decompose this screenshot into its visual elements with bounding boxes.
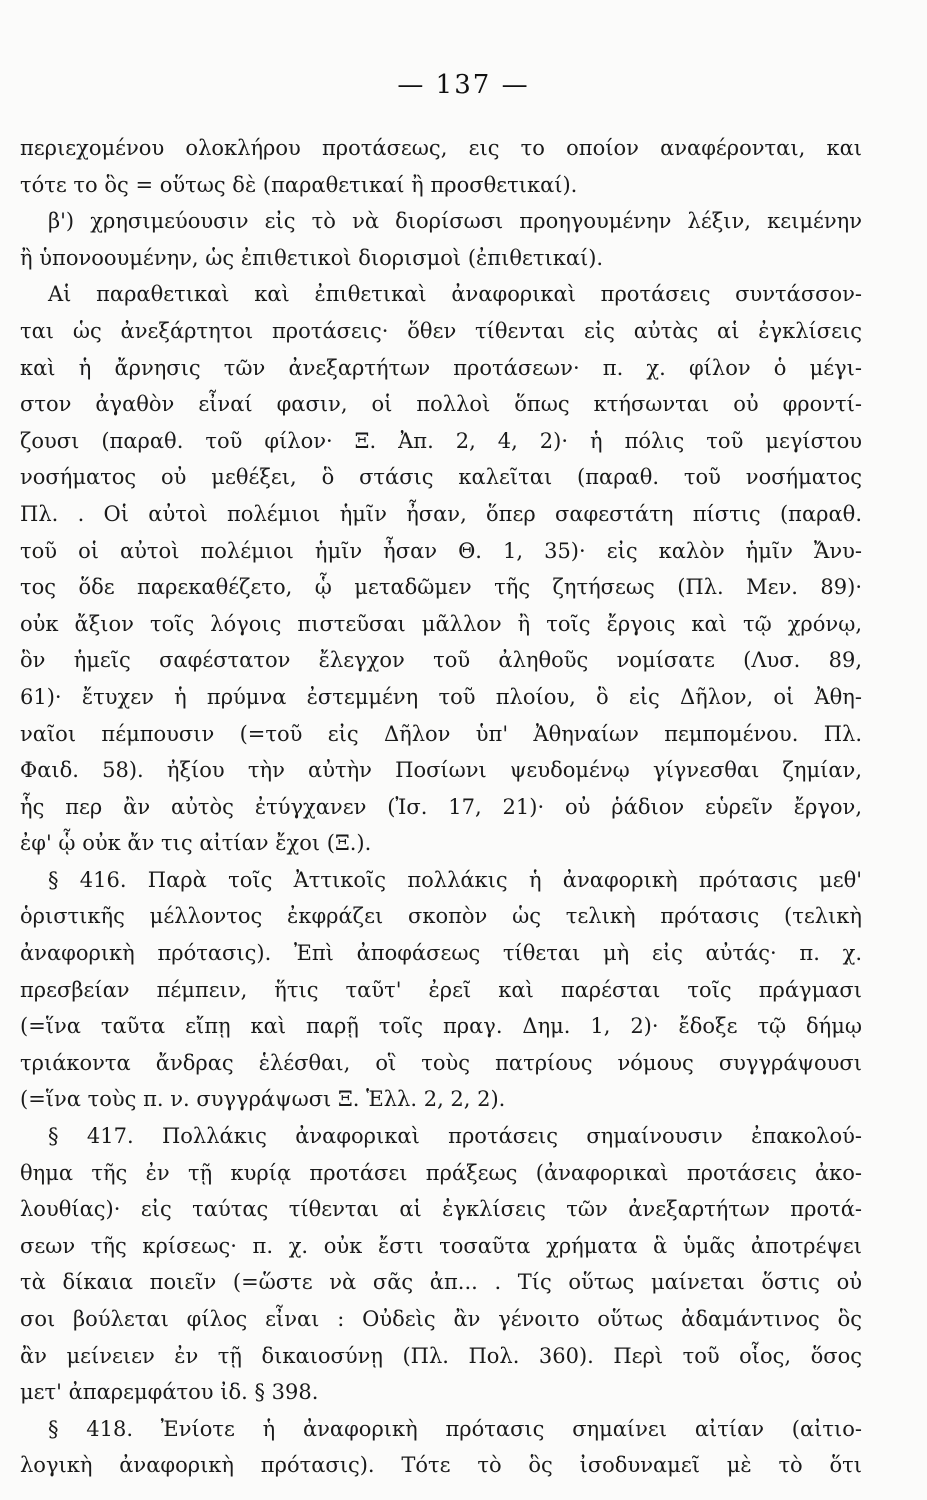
body-text — [20, 130, 862, 1484]
text-line: ἀναφορικὴ πρότασις). Ἐπὶ ἀποφάσεως τίθεται μὴ εἰς αὐτάς· π. χ. — [20, 941, 862, 966]
text-line: ἐφ' ᾧ οὐκ ἄν τις αἰτίαν ἔχοι (Ξ.). — [20, 831, 372, 856]
text-line: νοσήματος οὐ μεθέξει, ὃ στάσις καλεῖται (παραθ. τοῦ νοσήματος — [20, 465, 862, 490]
text-line: ὃν ἡμεῖς σαφέστατον ἔλεγχον τοῦ ἀληθοῦς νομίσατε (Λυσ. 89, — [20, 648, 862, 673]
text-line: ναῖοι πέμπουσιν (=τοῦ εἰς Δῆλον ὑπ' Ἀθηναίων πεμπομένου. Πλ. — [20, 721, 862, 746]
text-line: καὶ ἡ ἄρνησις τῶν ἀνεξαρτήτων προτάσεων· π. χ. φίλον ὁ μέγι- — [20, 355, 862, 380]
text-line: περιεχομένου ολοκλήρου προτάσεως, εις το οποίον αναφέρονται, και — [20, 136, 862, 160]
text-line: (=ἵνα τοὺς π. ν. συγγράψωσι Ξ. Ἑλλ. 2, 2, 2). — [20, 1087, 506, 1112]
text-line: ὁριστικῆς μέλλοντος ἐκφράζει σκοπὸν ὡς τελικὴ πρότασις (τελικὴ — [20, 904, 862, 929]
text-line: ται ὡς ἀνεξάρτητοι προτάσεις· ὅθεν τίθενται εἰς αὐτὰς αἱ ἐγκλίσεις — [20, 318, 862, 343]
text-line: τριάκοντα ἄνδρας ἑλέσθαι, οἳ τοὺς πατρίους νόμους συγγράψουσι — [20, 1050, 862, 1075]
text-line: § 417. Πολλάκις ἀναφορικαὶ προτάσεις σημαίνουσιν ἐπακολού- — [48, 1124, 862, 1149]
text-line: θημα τῆς ἐν τῇ κυρίᾳ προτάσει πράξεως (ἀναφορικαὶ προτάσεις ἀκο- — [20, 1160, 862, 1185]
text-line: τὰ δίκαια ποιεῖν (=ὥστε νὰ σᾶς ἀπ... . Τίς οὕτως μαίνεται ὅστις οὐ — [20, 1270, 862, 1295]
text-line: ἧς περ ἂν αὐτὸς ἐτύγχανεν (Ἰσ. 17, 21)· οὐ ῥάδιον εὑρεῖν ἔργον, — [20, 794, 862, 819]
text-line: λογικὴ ἀναφορικὴ πρότασις). Τότε τὸ ὃς ἰσοδυναμεῖ μὲ τὸ ὅτι — [20, 1453, 862, 1478]
text-line: σοι βούλεται φίλος εἶναι : Οὐδεὶς ἂν γένοιτο οὕτως ἀδαμάντινος ὃς — [20, 1307, 862, 1331]
text-line: ἢ ὑπονοουμένην, ὡς ἐπιθετικοὶ διορισμοὶ (ἐπιθετικαί). — [20, 245, 604, 270]
text-line: Φαιδ. 58). ἠξίου τὴν αὐτὴν Ποσίωνι ψευδομένῳ γίγνεσθαι ζημίαν, — [20, 758, 862, 783]
text-line: § 418. Ἐνίοτε ἡ ἀναφορικὴ πρότασις σημαίνει αἰτίαν (αἰτιο- — [48, 1416, 862, 1441]
text-line: στον ἀγαθὸν εἶναί φασιν, οἱ πολλοὶ ὅπως κτήσωνται οὐ φροντί- — [20, 392, 862, 417]
text-line: β') χρησιμεύουσιν εἰς τὸ νὰ διορίσωσι προηγουμένην λέξιν, κειμένην — [48, 209, 862, 234]
text-line: σεων τῆς κρίσεως· π. χ. οὐκ ἔστι τοσαῦτα χρήματα ἃ ὑμᾶς ἀποτρέψει — [20, 1233, 862, 1258]
text-line: ζουσι (παραθ. τοῦ φίλον· Ξ. Ἀπ. 2, 4, 2)· ἡ πόλις τοῦ μεγίστου — [20, 428, 862, 453]
page-number: — 137 — — [397, 70, 530, 100]
text-line: Αἱ παραθετικαὶ καὶ ἐπιθετικαὶ ἀναφορικαὶ προτάσεις συντάσσον- — [48, 282, 862, 307]
text-line: τοῦ οἱ αὐτοὶ πολέμιοι ἡμῖν ἦσαν Θ. 1, 35)· εἰς καλὸν ἡμῖν Ἄνυ- — [20, 538, 862, 563]
text-line: τος ὅδε παρεκαθέζετο, ᾧ μεταδῶμεν τῆς ζητήσεως (Πλ. Μεν. 89)· — [20, 575, 862, 600]
text-line: μετ' ἀπαρεμφάτου ἰδ. § 398. — [20, 1380, 319, 1405]
text-line: (=ἵνα ταῦτα εἴπῃ καὶ παρῇ τοῖς πραγ. Δημ. 1, 2)· ἔδοξε τῷ δήμῳ — [20, 1014, 862, 1039]
text-line: ἂν μείνειεν ἐν τῇ δικαιοσύνῃ (Πλ. Πολ. 360). Περὶ τοῦ οἷος, ὅσος — [20, 1343, 862, 1368]
text-line: Πλ. . Οἱ αὐτοὶ πολέμιοι ἡμῖν ἦσαν, ὅπερ σαφεστάτη πίστις (παραθ. — [20, 501, 862, 526]
text-line: πρεσβείαν πέμπειν, ἥτις ταῦτ' ἐρεῖ καὶ παρέσται τοῖς πράγμασι — [20, 977, 862, 1002]
text-line: οὐκ ἄξιον τοῖς λόγοις πιστεῦσαι μᾶλλον ἢ τοῖς ἔργοις καὶ τῷ χρόνῳ, — [20, 611, 862, 636]
text-line: τότε το ὃς = οὕτως δὲ (παραθετικαί ἢ προσθετικαί). — [20, 172, 578, 197]
text-line: § 416. Παρὰ τοῖς Ἀττικοῖς πολλάκις ἡ ἀναφορικὴ πρότασις μεθ' — [48, 867, 862, 892]
text-line: λουθίας)· εἰς ταύτας τίθενται αἱ ἐγκλίσεις τῶν ἀνεξαρτήτων προτά- — [20, 1197, 862, 1222]
text-line: 61)· ἔτυχεν ἡ πρύμνα ἐστεμμένη τοῦ πλοίου, ὃ εἰς Δῆλον, οἱ Ἀθη- — [20, 684, 862, 709]
